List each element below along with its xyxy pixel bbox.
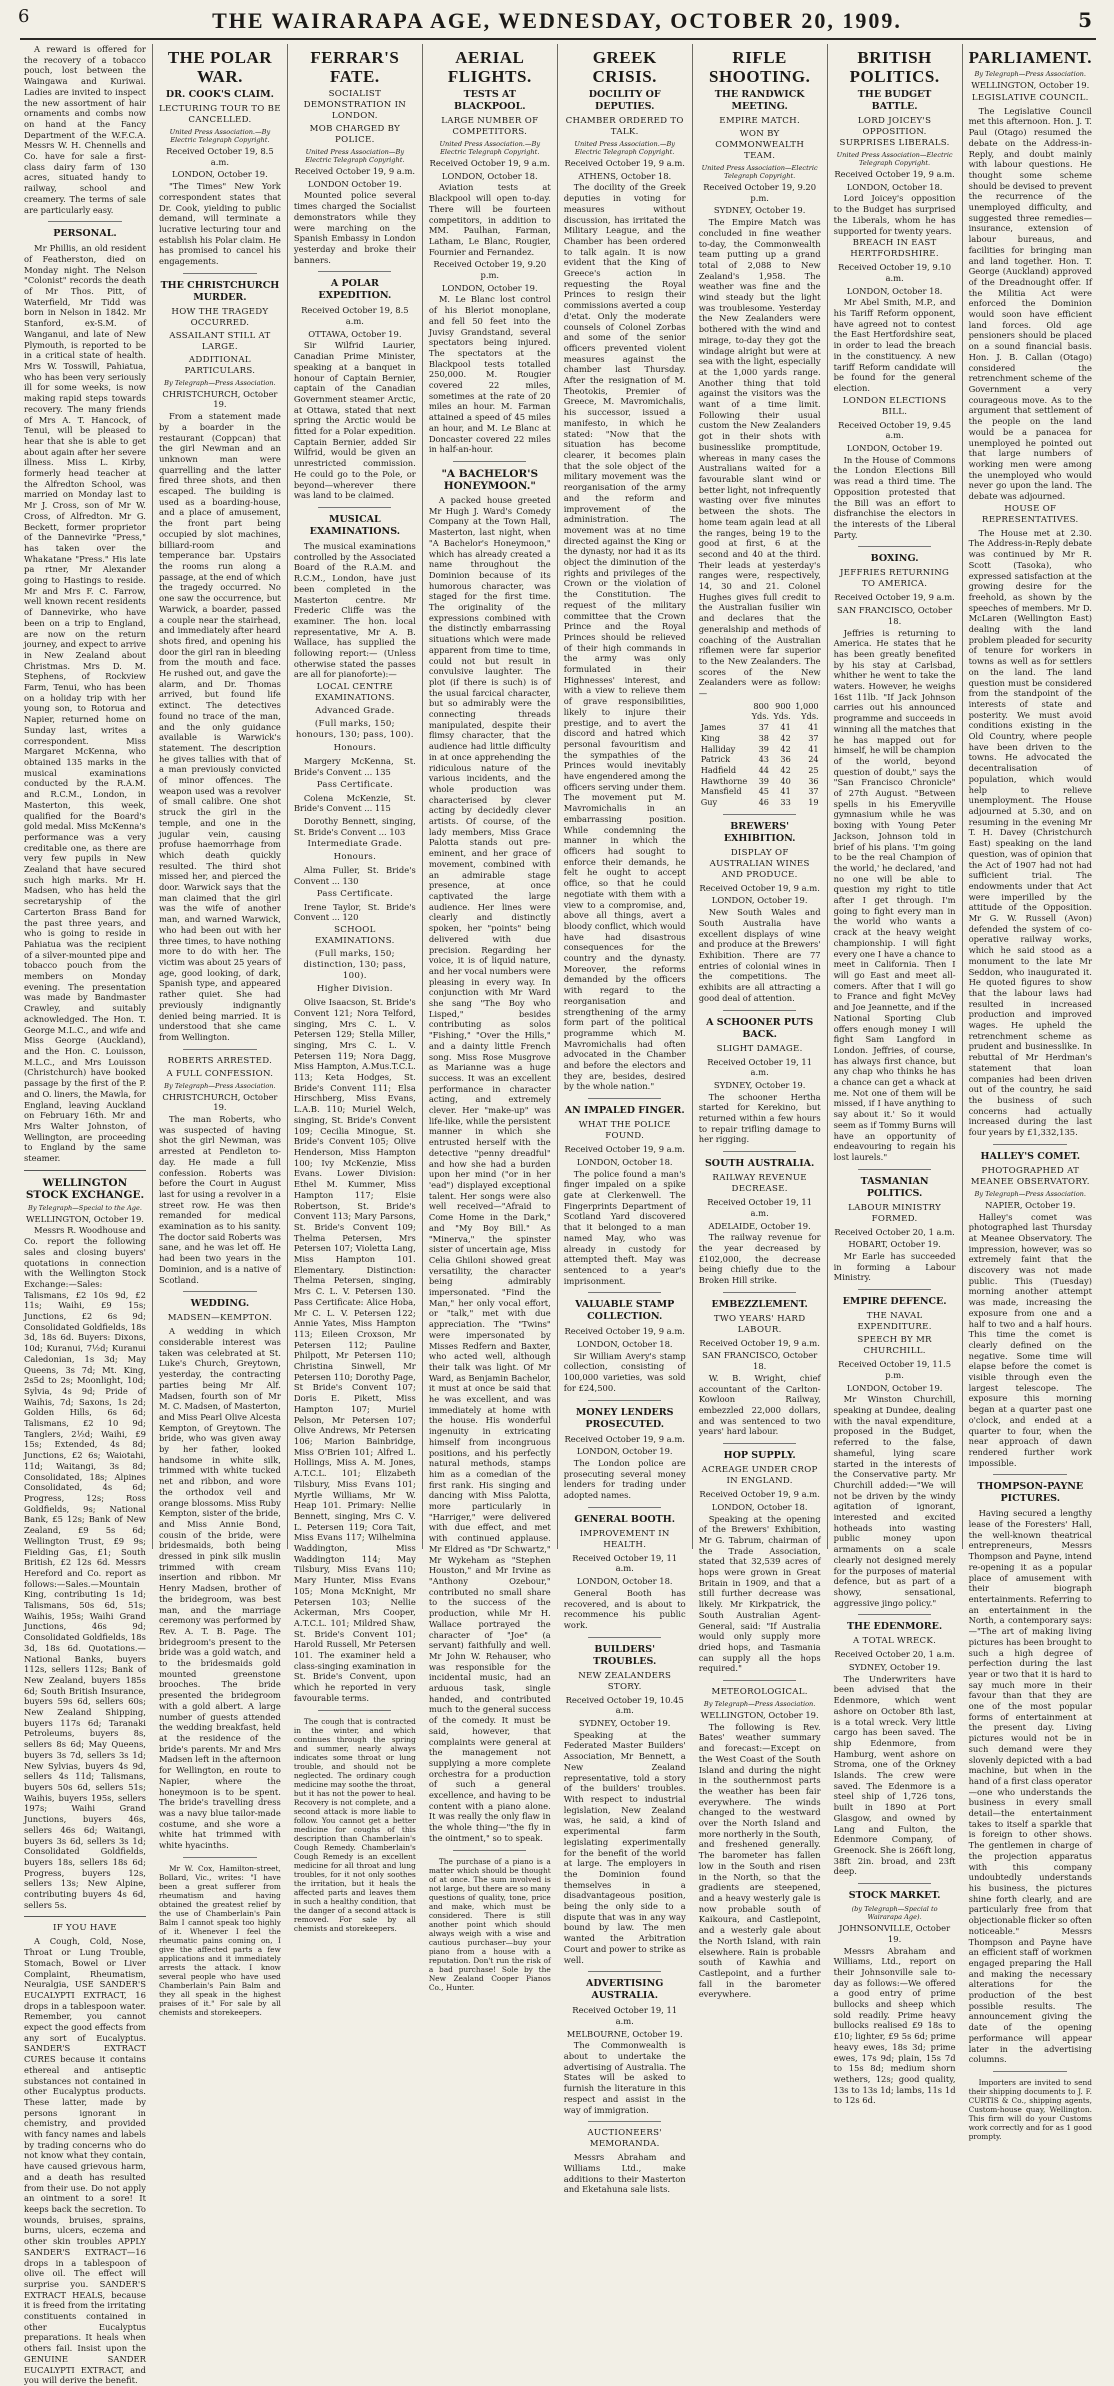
stamp-heading: VALUABLE STAMP COLLECTION. xyxy=(575,1299,675,1323)
table-cell: Hadfield xyxy=(700,764,737,775)
brewers-heading: BREWERS' EXHIBITION. xyxy=(723,820,796,844)
column-1 xyxy=(18,44,153,2386)
honeymoon-heading: "A BACHELOR'S HONEYMOON." xyxy=(441,467,539,492)
embezzle-sub: TWO YEARS' HARD LABOUR. xyxy=(713,1313,806,1335)
boxing-place: SAN FRANCISCO, October 18. xyxy=(837,605,953,626)
wedding-sub: MADSEN—KEMPTON. xyxy=(167,1313,273,1324)
table-header-row xyxy=(699,701,821,722)
column-5 xyxy=(558,44,693,2195)
table-row xyxy=(699,765,821,776)
edenmore-heading: THE EDENMORE. xyxy=(846,1621,943,1633)
tas-text: Mr Earle has succeeded in forming a Labour Ministry. xyxy=(833,1251,956,1283)
piano-ad: The purchase of a piano is a matter which should be thought of at once. The sum involved is not large, but there are so many questions of quality, tone, price and make, which must be considered. There is still another point which should always weigh with a wise and cautious purchaser—buy your piano from a house with a reputation. Don't run the risk of a bad purchase! Sole by the New Zealand Cooper Pianos Co., Hunter. xyxy=(428,1856,551,1992)
booth-sub: IMPROVEMENT IN HEALTH. xyxy=(579,1528,670,1550)
arrest-sub2: A FULL CONFESSION. xyxy=(166,1068,274,1079)
arrest-sub: ROBERTS ARRESTED. xyxy=(167,1055,273,1066)
advert-text: The Commonwealth is about to undertake the advertising of Australia. The States will be asked to furnish the literature in this respect and assist in the way of immigration. xyxy=(563,2040,686,2115)
murder-text: From a statement made by a boarder in the restaurant (Coppcan) that the girl Newman and an unknown man were quarrelling and the latter fired three shots, and then escaped. The building is used as a boarding-house, and a place of amusement, the front part being occupied by slot machines, billiard-room and temperance bar. Upstairs the rooms run along a passage, at the end of which the tragedy occurred. No one saw the occurrence, but Warwick, a boarder, passed a couple near the stairhead, and immediately after heard shots fired, and opening his door the girl ran in bleeding from the mouth and face. He rushed out, and gave the alarm, and Dr. Thomas arrived, but found life extinct. The detectives found no trace of the man, and the only guidance available is Warwick's statement. The description he gives tallies with that of a man previously convicted of minor offences. The weapon used was a revolver of small calibre. One shot struck the girl in the temple, and one in the jugular vein, causing profuse haemorrhage from which death quickly resulted. The third shot missed her, and pierced the door. Warwick says that the man claimed that the girl was the wife of another man, and warned Warwick, who had been out with her three times, to have nothing more to do with her. The victim was about 25 years of age, good looking, of dark, Spanish type, and appeared rather quiet. She had previously indignantly denied being married. It is understood that she came from Wellington. xyxy=(158,411,281,1042)
intermediate-grade: Intermediate Grade. xyxy=(307,839,403,850)
murder-sub3: ADDITIONAL PARTICULARS. xyxy=(184,354,256,376)
hop-text: Speaking at the opening of the Brewers' Exhibition, Mr G. Tabrum, chairman of the Trade Association, stated that 32,539 acres of hops were grown in Great Britain in 1909, and that a still further decrease was likely. Mr Kirkpatrick, the South Australian Agent-General, said: "If Australia would only supply more dried hops, and Tasmania can supply all the hops required." xyxy=(698,1513,821,1674)
advert-heading: ADVERTISING AUSTRALIA. xyxy=(586,1978,664,2002)
column-2 xyxy=(153,44,288,2017)
table-cell: Guy xyxy=(700,797,718,808)
rifle-sub2: EMPIRE MATCH. xyxy=(719,116,800,126)
stock-market-heading: STOCK MARKET. xyxy=(848,1890,941,1902)
elections-text: In the House of Commons the London Elections Bill was read a third time. The Opposition protested that the Bill was an effort to disfranchise the electors in the interests of the Liberal Party. xyxy=(833,454,956,540)
embezzle-date: Received October 19, 9 a.m. xyxy=(699,1337,820,1348)
brewers-date: Received October 19, 9 a.m. xyxy=(699,882,820,893)
table-cell: Patrick xyxy=(700,754,731,765)
ferrar-date: Received October 19, 9 a.m. xyxy=(294,166,416,176)
finger-text: The police found a man's finger impaled on a spike gate at Clerkenwell. The Fingerprints Department of Scotland Yard discovered that it belonged to a man named May, who was already in custody for attempted theft. May was sentenced to a year's imprisonment. xyxy=(563,1168,686,1286)
result-5: Irene Taylor, St. Bride's Convent ... 120 xyxy=(293,901,416,923)
scores-table xyxy=(699,701,821,808)
boxing-sub: JEFFRIES RETURNING TO AMERICA. xyxy=(839,568,950,590)
finger-place: LONDON, October 18. xyxy=(576,1156,673,1167)
house-reps-sub: HOUSE OF REPRESENTATIVES. xyxy=(981,503,1079,525)
table-cell: 42 xyxy=(780,764,791,775)
tas-sub: LABOUR MINISTRY FORMED. xyxy=(848,1202,942,1224)
table-cell: 37 xyxy=(808,732,819,743)
money-date: Received October 19, 9 a.m. xyxy=(564,1433,685,1444)
local-centre-sub: LOCAL CENTRE EXAMINATIONS. xyxy=(315,682,395,704)
embezzle-heading: EMBEZZLEMENT. xyxy=(711,1298,808,1310)
aerial-text-2: M. Le Blanc lost control of his Bleriot monoplane, and fell 50 feet into the Juvisy Grandstand, several spectators being injured. The spectators at the Blackpool tests totalled 250,000. M. Rougier covered 22 miles, sometimes at the rate of 20 miles an hour. M. Farman attained a speed of 45 miles an hour, and M. Le Blanc at Doncaster covered 22 miles in half-an-hour. xyxy=(428,294,551,455)
sa-text: The railway revenue for the year decreased by £102,000, the decrease being chiefly due to the Broken Hill strike. xyxy=(698,1232,821,1286)
result-1: Margery McKenna, St. Bride's Convent ... 135 xyxy=(293,756,416,777)
embezzle-place: SAN FRANCISCO, October 18. xyxy=(702,1350,818,1372)
table-cell: 45 xyxy=(758,786,770,797)
builders-sub: NEW ZEALANDERS STORY. xyxy=(578,1670,672,1692)
builders-place: SYDNEY, October 19. xyxy=(578,1718,671,1729)
table-cell: 39 xyxy=(758,775,770,786)
cough-ad: The cough that is contracted in the winter, and which continues through the spring and summer, nearly always indicates some throat or lung trouble, and should not be neglected. The ordinary cough medicine may soothe the throat, but it has not the power to heal. Recovery is not complete, and a second attack is more liable to follow. You cannot get a better medicine for coughs of this description than Chamberlain's Cough Remedy. Chamberlain's Cough Remedy is an excellent medicine for all throat and lung troubles, for it not only soothes the irritation, but it heals the affected parts and leaves them in such a healthy condition, that the danger of a second attack is removed. For sale by all chemists and storekeepers. xyxy=(293,1716,416,1933)
british-sub2: LORD JOICEY'S OPPOSITION. SURPRISES LIBERALS. xyxy=(839,116,950,148)
page-corner-mark: 6 xyxy=(18,6,30,27)
rifle-date: Received October 19, 9.20 p.m. xyxy=(703,182,817,203)
polar-place: LONDON, October 19. xyxy=(172,169,268,180)
builders-text: Speaking at the Federated Master Builders' Association, Mr Bennett, a New Zealand representative, told a story of the builders' troubles. With respect to industrial legislation, New Zealand was, he said, a kind of experimental farm legislating experimentally for the benefit of the world at large. The employers in the Dominion found themselves in a disadvantageous position, being the only side to a dispute that was in any way bound by law. The men wanted the Arbitration Court and power to strike as well. xyxy=(563,1729,686,1965)
greek-date: Received October 19, 9 a.m. xyxy=(564,158,685,168)
tas-date: Received October 20, 1 a.m. xyxy=(834,1226,955,1237)
stamp-place: LONDON, October 18. xyxy=(576,1339,673,1350)
stamp-text: Sir William Avery's stamp collection, consisting of 100,000 varieties, was sold for £24,500. xyxy=(563,1350,686,1393)
parliament-place: WELLINGTON, October 19. xyxy=(971,80,1090,90)
ad-heading: IF YOU HAVE xyxy=(53,1923,117,1934)
higher-division: Higher Division. xyxy=(316,984,393,995)
met-credit: By Telegraph—Press Association. xyxy=(703,1700,816,1709)
greek-sub2: CHAMBER ORDERED TO TALK. xyxy=(565,116,684,137)
boxing-text: Jeffries is returning to America. He states that he has been greatly benefited by his stay at Carlsbad, whither he went to take the waters. However, he weighs 16st 11lb. "If Jack Johnson carries out his announced programme and succeeds in winning all the matches that he has mapped out for himself, he will be champion of the world, beyond question of doubt," says the "San Francisco Chronicle" of 27th August. "Between spells in his Emeryville gymnasium while he was boxing with Young Peter Jackson, Johnson told in brief of his plans. 'I'm going to be the real Champion of the world,' he declared, 'and no one will be able to question my right to title after I get through. I'm going to fight every man in the world who wants a crack at the heavy weight championship. I will fight every one I have a chance to meet in California. Then I will go East and meet all-comers. After that I will go to France and fight McVey and Joe Jeannette, and if the National Sporting Club offers enough money I will fight Sam Langford in London. Jeffries, of course, has always first chance, but any chap who thinks he has a chance can get a whack at me. Not one of them will be missed, if I have anything to say about it.' So it would seem as if Tommy Burns will have an opportunity of endeavouring to regain his lost laurels." xyxy=(833,627,956,1162)
honours-label-2: Honours. xyxy=(333,852,377,863)
table-cell: Halliday xyxy=(700,743,736,754)
page-number: 5 xyxy=(1078,8,1092,32)
greek-headline: GREEK CRISIS. xyxy=(592,48,657,86)
table-cell: 40 xyxy=(780,775,791,786)
rifle-text: The Empire Match was concluded in fine weather to-day, the Commonwealth team putting up a grand total of 2,088 to New Zealand's 1,958. The weather was fine and the wind steady but the light was troublesome. Yesterday the New Zealanders were bothered with the wind and mirage, to-day they got the windage alright but were at sea with the light, especially at the 1,000 yards range. Another thing that told against the visitors was the want of a time limit. Following their usual custom the New Zealanders got in their shots with businesslike promptitude, whereas in many cases the Australians waited for a favourable slant wind or better light, not infrequently wasting over five minutes between the shots. The home team again lead at all the ranges, being 19 to the good at first, 6 at the second and 40 at the third. Their leads at yesterday's ranges were, respectively, 14, 30 and 21. Colonel Hughes gives full credit to the Australian fusilier win and declares that the generalship and methods of coaching of the Australian riflemen were far superior to the New Zealanders. The scores of the New Zealanders were as follow:— xyxy=(698,217,821,699)
table-row xyxy=(699,776,821,787)
finger-sub: WHAT THE POLICE FOUND. xyxy=(578,1120,671,1142)
british-date: Received October 19, 9 a.m. xyxy=(834,169,955,179)
arctic-heading: A POLAR EXPEDITION. xyxy=(318,278,392,302)
comet-heading: HALLEY'S COMET. xyxy=(980,1150,1081,1162)
aerial-date-2: Received October 19, 9.20 p.m. xyxy=(433,259,547,281)
aerial-text: Aviation tests at Blackpool will open to-day. There will be fourteen competitors, in addition to MM. Paulhan, Farman, Latham, Le Blanc, Rougier, Fournier and Fernandez. xyxy=(428,182,551,257)
ferrar-text: Mounted police several times charged the Socialist demonstrators while they were marching on the Spanish Embassy in London yesterday and broke their banners. xyxy=(293,190,416,265)
rifle-credit: United Press Association—Electric Telegraph Copyright. xyxy=(701,164,818,180)
table-cell: 42 xyxy=(780,743,791,754)
brewers-sub: DISPLAY OF AUSTRALIAN WINES AND PRODUCE. xyxy=(709,847,810,880)
elections-date: Received October 19, 9.45 a.m. xyxy=(838,419,952,441)
greek-sub: DOCILITY OF DEPUTIES. xyxy=(588,89,661,112)
honours-label: Honours. xyxy=(333,743,377,754)
musical-heading: MUSICAL EXAMINATIONS. xyxy=(309,513,401,537)
table-row xyxy=(699,744,821,755)
stock-market-text: Messrs Abraham and Williams, Ltd., report on their Johnsonville sale to-day as follows:—We offered a good entry of prime bullocks and sheep which sold readily. Prime heavy bullocks realised £9 18s to £10; lighter, £9 5s 6d; prime heavy ewes, 18s 3d; prime ewes, 17s 9d; plain, 15s 7d to 15s 8d; medium shorn wethers, 12s; good quality, 13s to 13s 1d; lambs, 11s 1d to 12s 6d. xyxy=(833,1945,956,2106)
british-place: LONDON, October 18. xyxy=(846,181,943,192)
table-header-cell: 800 Yds. xyxy=(751,700,770,722)
advert-place: MELBOURNE, October 19. xyxy=(566,2028,683,2039)
booth-text: General Booth has recovered, and is about to recommence his public work. xyxy=(563,1587,686,1630)
hop-date: Received October 19, 9 a.m. xyxy=(699,1489,820,1500)
schooner-place: SYDNEY, October 19. xyxy=(713,1079,806,1090)
table-cell: 41 xyxy=(808,743,819,754)
stamp-date: Received October 19, 9 a.m. xyxy=(564,1326,685,1337)
money-heading: MONEY LENDERS PROSECUTED. xyxy=(575,1406,674,1430)
legislative-council-text: The Legislative Council met this afternoon. Hon. J. T. Paul (Otago) resumed the debate on the Address-in-Reply, and doubt mainly with labour questions. He thought some scheme should be devised to prevent the recurrence of the unemployed difficulty, and suggested three remedies—insurance, extension of labour bureaus, and facilities for bringing man and land together. Hon. T. George (Auckland) approved of the Dreadnought offer. If the Militia Act were enforced the Dominion would soon have efficient land forces. Old age pensioners should be placed on a sound financial basis. Hon. J. B. Callan (Otago) considered the retrenchment scheme of the Government a very courageous move. As to the argument that settlement of the people on the land would be a panacea for unemployed he pointed out that large numbers of working men were among the unemployed who would never go upon the land. The debate was adjourned. xyxy=(968,105,1092,502)
edenmore-sub: A TOTAL WRECK. xyxy=(853,1636,937,1647)
table-cell: 41 xyxy=(780,786,791,797)
importers-notice: Importers are invited to send their shipping documents to J. F. CURTIS & Co., shipping agents, Custom-house quay, Wellington. This firm will do your Customs work correctly and for as 1 good prompty. xyxy=(968,2077,1092,2141)
british-headline: BRITISH POLITICS. xyxy=(849,48,940,86)
ferrar-sub: SOCIALIST DEMONSTRATION IN LONDON. xyxy=(303,89,407,121)
comet-sub: PHOTOGRAPHED AT MEANEE OBSERVATORY. xyxy=(970,1165,1090,1187)
murder-credit: By Telegraph—Press Association. xyxy=(164,378,276,387)
table-cell: 44 xyxy=(758,764,770,775)
comet-text: Halley's comet was photographed last Thursday at Meanee Observatory. The impression, however, was so extremely faint that the discovery was not made public. This (Tuesday) morning another attempt was made, increasing the exposure from one and a half to two and a half hours. This time the comet is clearly defined on the negative. Some time will elapse before the comet is visible through even the largest telescope. The exposure this morning began at a quarter past one o'clock, and ended at a quarter to four, when the near approach of dawn rendered further work impossible. xyxy=(968,1211,1092,1468)
breach-place: LONDON, October 18. xyxy=(846,285,943,296)
local-notes: A reward is offered for the recovery of a tobacco pouch, lost between the Waingawa and Kuriwai. Ladies are invited to inspect the new assortment of hair ornaments and combs now on hand at the Fancy Department of the W.F.C.A. Messrs W. H. Chennells and Co. have for sale a first-class dairy farm of 130 acres, situated handy to railway, school and creamery. The terms of sale are particularly easy. xyxy=(24,44,146,215)
comet-place: NAPIER, October 19. xyxy=(985,1199,1076,1210)
table-row xyxy=(699,786,821,797)
legislative-council-sub: LEGISLATIVE COUNCIL. xyxy=(971,92,1089,103)
pass-label-2: Pass Certificate. xyxy=(316,888,393,899)
aerial-credit: United Press Association.—By Electric Telegraph Copyright. xyxy=(439,140,541,156)
stock-text: Messrs R. Woodhouse and Co. report the following sales and closing buyers' quotations in connection with the Wellington Stock Exchange:—Sales: Talismans, £2 10s 9d, £2 11s; Waihi, £9 15s; Junctions, £2 6s 9d; Consolidated Goldfields, 18s 3d, 18s 6d. Buyers: Dixons, 10d; Kuranui, 7½d; Kuranui Caledonian, 1s 3d; May Queens, 3s 7d; Mt. King, 2s5d to 2s; Moonlight, 10d; Sylvia, 4s 9d; Pride of Waihis, 7d; Saxons, 1s 2d; Golden Hills, 6s 6d; Talismans, £2 10 9d; Tanglers, 2½d; Waihi, £9 15s; Extended, 4s 8d; Junctions, £2 6s; Waiotahi, 11d; Waitangi, 3s 8d; Consolidated, 18s; Alpines Consolidated, 4s 6d; Progress, 12s; Ross Goldfields, 9s; National Bank, £5 12s; Bank of New Zealand, £9 5s 6d; Wellington Trust, £9 9s; Fielding Gas, £1; South British, £2 12s 6d. Messrs Hereford and Co. report as follows:—Sales.—Mountain King, contributing 1s 1d; Talismans, 50s 6d, 51s; Waihis, 195s; Waihi Grand Junctions, 46s 9d; Consolidated Goldfields, 18s 3d, 18s 6d. Quotations.—National Banks, buyers 112s, sellers 112s; Bank of New Zealand, buyers 185s 6d; South British Insurance, buyers 59s 6d, sellers 60s; New Zealand Shipping, buyers 117s 6d; Taranaki Petroleums, buyers 8s, sellers 8s 6d; May Queens, buyers 3s 7d, sellers 3s 1d; New Sylvias, buyers 4s 9d, sellers 4s 11d; Talismans, buyers 50s 6d, sellers 51s; Waihis, buyers 195s, sellers 197s; Waihi Grand Junctions, buyers 46s, sellers 46s 6d; Waitangi, buyers 3s 6d, sellers 3s 1d; Consolidated Goldfields, buyers 18s, sellers 18s 6d; Progress, buyers 12s, sellers 13s; New Alpine, contributing buyers 4s 6d, sellers 5s. xyxy=(24,1225,146,1910)
rifle-headline: RIFLE SHOOTING. xyxy=(708,48,811,86)
advanced-marks: (Full marks, 150; honours, 130; pass, 100). xyxy=(295,719,414,741)
personal-text: Mr Phillis, an old resident of Featherston, died on Monday night. The Nelson "Colonist" records the death of Mr Thos. Pitt, of Waterfield, Mr Tidd was born in Nelson in 1842. Mr Stanford, ex-S.M. of Wanganui, and late of New Plymouth, is reported to be in a critical state of health. Mrs W. Tosswill, Pahiatua, who has been very seriously ill for some weeks, is now making rapid steps towards recovery. The many friends of Mrs A. T. Hancock, of Tenui, will be pleased to hear that she is able to get about again after her severe illness. Miss L. Kirby, formerly head teacher at the Alfredton School, was married on Monday last to Mr J. Cross, son of Mr W. Cross, of Alfredton. Mr G. Beckett, former proprietor of the Dannevirke "Press," has taken over the Whakatane "Press." His late pa rtner, Mr Alexander going to Hastings to reside. Mr and Mrs F. C. Farrow, well known recent residents of Dannevirke, who have been on a trip to England, are now on the return journey, and expect to arrive in New Zealand about Christmas. Mrs D. M. Stephens, of Rockview Farm, Tenui, who has been on a holiday trip with her young son, to Rotorua and Napier, returned home on Sunday last, writes a correspondent. Miss Margaret McKenna, who obtained 135 marks in the musical examinations conducted by the R.A.M. and R.C.M., London, in Masterton, this week, qualified for the Board's gold medal. Miss McKenna's performance was a very creditable one, as there are very few pupils in New Zealand that have secured such high marks. Mr H. Madsen, who has held the secretaryship of the Carterton Brass Band for the past three years, and who is going to reside in Pahiatua was the recipient of a silver-mounted pipe and tobacco pouch from the members on Monday evening. The presentation was made by Bandmaster Crawley, and suitably acknowledged. The Hon. T. George M.L.C., and wife and Miss George (Auckland), and the Hon. C. Louisson, M.L.C., and Mrs Louisson (Christchurch) have booked passage by the first of the P. and O. liners, the Mawla, for England, leaving Auckland on February 16th. Mr and Mrs Walter Johnston, of Wellington, are proceeding to England by the same steamer. xyxy=(24,243,146,1164)
result-4: Alma Fuller, St. Bride's Convent ... 130 xyxy=(293,865,416,887)
booth-place: LONDON, October 18. xyxy=(576,1576,673,1587)
table-cell: 24 xyxy=(808,754,819,765)
stock-market-place: JOHNSONVILLE, October 19. xyxy=(839,1923,951,1944)
breach-sub: BREACH IN EAST HERTFORDSHIRE. xyxy=(850,238,939,260)
table-cell: 42 xyxy=(780,732,791,743)
edenmore-date: Received October 20, 1 a.m. xyxy=(834,1649,955,1660)
column-8 xyxy=(963,44,1098,2141)
table-cell: 39 xyxy=(758,743,770,754)
honeymoon-text: A packed house greeted Mr Hugh J. Ward's Comedy Company at the Town Hall, Masterton, last night, when "A Bachelor's Honeymoon," which has already created a name throughout the Dominion because of its humorous character, was staged for the first time. The originality of the expressions combined with the distinctly embarrassing situations which were made apparent from time to time, could not but result in convulsive laughter. The plot (if there is such) is of the usual farcical character, but so admirably were the connecting threads manipulated, despite their flimsy character, that the audience had little difficulty in at once apprehending the ridiculous nature of the various incidents, and the whole production was characterised by clever acting by decidedly clever artists. Of course, of the lady members, Miss Grace Palotta stands out pre-eminent, and her grace of movement, combined with an admirable stage presence, at once captivated the large audience. Her lines were clearly and distinctly spoken, her "points" being delivered with due precision. Regarding her voice, it is of liquid nature, and her vocal numbers were pleasing in every way. In conjunction with Mr Ward she sang "The Boy who Lisped," besides contributing as solos "Fishing," "Over the Hills," and a dainty little French song. Miss Rose Musgrove as Marianne was a huge success. It was an excellent performance in character acting, and extremely clever. Her "make-up" was life-like, while the persistent manner in which she entrusted herself with the detective "penny dreadful" and how she had a burden upon her mind ("or in her 'ead") displayed exceptional talent. Her songs were also well received—"Afraid to Come Home in the Dark," and "My Boy Bill." As "Minerva," the spinster sister of uncertain age, Miss Celia Ghiloni showed great versatility, the character being admirably impersonated. "Find the Man," her only vocal effort, or "talk," met with due appreciation. The "Twins" were impersonated by Misses Redfern and Baxter, who acted well, although their talk was light. Of Mr Ward, as Benjamin Bachelor, it must at once be said that he was excellent, and was immediately at home with the house. His wonderful ingenuity in extricating himself from incongruous positions, and his perfectly natural methods, stamps him as a comedian of the first rank. His singing and dancing with Miss Palotta, more particularly in "Harriger," were delivered with due effect, and met with continued applause. Mr Eldred as "Dr Schwartz," Mr Wykeham as "Stephen Houston," and Mr Irvine as "Anthony Ozebour," contributed no small share to the success of the production, while Mr H. Wallace portrayed the character of "Joe" (a servant) faithfully and well. Mr John W. Rehauser, who was responsible for the incidental music, had an arduous task, single handed, and contributed much to the general success of the comedy. It must be said, however, that complaints were general at the management not supplying a more complete orchestra for a production of such a general excellence, and having to be content with a piano alone. It was really the only flaw in the whole thing—"the fly in the ointment," so to speak. xyxy=(428,494,551,1843)
empire-date: Received October 19, 11.5 p.m. xyxy=(838,1359,952,1380)
advert-date: Received October 19, 11 a.m. xyxy=(572,2005,678,2026)
greek-credit: United Press Association.—By Electric Telegraph Copyright. xyxy=(574,140,676,156)
sa-heading: SOUTH AUSTRALIA. xyxy=(704,1158,815,1170)
thompson-payne-heading: THOMPSON-PAYNE PICTURES. xyxy=(977,1481,1084,1505)
schooner-date: Received October 19, 11 a.m. xyxy=(707,1056,813,1078)
table-cell: James xyxy=(700,722,726,733)
schooner-sub: SLIGHT DAMAGE. xyxy=(716,1043,803,1054)
british-credit: United Press Association—Electric Telegraph Copyright. xyxy=(836,151,953,167)
builders-date: Received October 19, 10.45 a.m. xyxy=(565,1694,684,1716)
musical-text: The musical examinations controlled by the Associated Board of the R.A.M. and R.C.M., London, have just been completed in the Masterton centre. Mr Frederic Cliffe was the examiner. The hon. local representative, Mr A. B. Wallace, has supplied the following report:— (Unless otherwise stated the passes are all for pianoforte):— xyxy=(293,540,416,680)
aerial-date: Received October 19, 9 a.m. xyxy=(429,158,551,168)
murder-heading: THE CHRISTCHURCH MURDER. xyxy=(160,279,280,303)
arrest-place: CHRISTCHURCH, October 19. xyxy=(162,1091,278,1113)
columns xyxy=(18,44,1098,2386)
polar-war-headline: THE POLAR WAR. xyxy=(167,48,272,86)
rifle-sub: THE RANDWICK MEETING. xyxy=(714,89,805,112)
advanced-grade: Advanced Grade. xyxy=(315,706,395,717)
murder-place: CHRISTCHURCH, October 19. xyxy=(162,388,278,410)
table-header-cell xyxy=(699,701,750,722)
ferrar-sub2: MOB CHARGED BY POLICE. xyxy=(309,124,401,145)
polar-sub: DR. COOK'S CLAIM. xyxy=(165,89,274,100)
brewers-text: New South Wales and South Australia have excellent displays of wine and produce at the Brewers' Exhibition. There are 77 entries of colonial wines in the competitions. The exhibits are all attracting a good deal of attention. xyxy=(698,907,821,1003)
schooner-text: The schooner Hertha started for Kerekino, but returned within a few hours to repair trifling damage to her rigging. xyxy=(698,1091,821,1145)
table-cell: 25 xyxy=(808,764,819,775)
empire-text: Mr Winston Churchill, speaking at Dundee, dealing with the naval expenditure, proposed in the Budget, referred to the false, shameful, lying scare started in the interests of the Conservative party. Mr Churchill added:—"We will not be driven by the windy agitation of ignorant, interested and excited hotheads into wasting public money upon armaments on a scale clearly not designed merely for the purposes of material defence, but as part of a showy, sensational, aggressive jingo policy." xyxy=(833,1394,956,1608)
money-place: LONDON, October 19. xyxy=(576,1446,673,1457)
table-header-cell: 900 Yds. xyxy=(773,700,791,722)
column-3 xyxy=(288,44,423,1933)
met-text: The following is Rev. Bates' weather summary and forecast:—Except on the West Coast of the South Island and during the night in the southernmost parts the weather has been fair everywhere. The winds changed to the westward over the North Island and more northerly in the South, and freshened generally. The barometer has fallen low in the South and risen in the North, so that the gradients are steepened, and a heavy westerly gale is now probable south of Kaikoura, and Castlepoint, and a westerly gale about the North Island, with rain elsewhere. Rain is probable south of Kawhia and Castlepoint, and a further fall in the barometer everywhere. xyxy=(698,1721,821,2000)
table-row xyxy=(699,733,821,744)
hop-sub: ACREAGE UNDER CROP IN ENGLAND. xyxy=(701,1465,818,1487)
arctic-date: Received October 19, 8.5 a.m. xyxy=(301,305,409,327)
table-cell: 41 xyxy=(780,722,791,733)
newspaper-title: THE WAIRARAPA AGE, WEDNESDAY, OCTOBER 20, 1909. xyxy=(212,8,902,33)
sa-date: Received October 19, 11 a.m. xyxy=(707,1197,813,1218)
wedding-heading: WEDDING. xyxy=(190,1298,250,1310)
embezzle-text: W. B. Wright, chief accountant of the Carlton-Kowloon Railway, embezzled 22,000 dollars, and was sentenced to two years' hard labour. xyxy=(698,1372,821,1437)
stock-place: WELLINGTON, October 19. xyxy=(25,1213,144,1224)
auction-text: Messrs Abraham and Williams Ltd., make additions to their Masterton and Eketahuna sale lists. xyxy=(563,2152,686,2195)
polar-date: Received October 19, 8.5 a.m. xyxy=(166,146,274,167)
parliament-headline: PARLIAMENT. xyxy=(968,48,1092,67)
results-list: Olive Isaacson, St. Bride's Convent 121; Nora Telford, singing, Mrs C. L. V. Petersen 129; Stella Miller, singing, Mrs C. L. V. Petersen 119; Nora Dagg, Miss Hampton, A.Mus.T.C.L. 113; Keta Hodges, St. Bride's Convent 111; Elsa Hirschberg, Miss Evans, L.A.B. 110; Muriel Welch, singing, St. Bride's Convent 109; Cecilia Minogue, St. Bride's Convent 105; Olive Henderson, Miss Hampton 100; Ivy McKenzie, Miss Evans. Lower Division: Ethel M. Kummer, Miss Hampton 117; Elsie Robertson, St. Bride's Convent 113; Mary Parsons, St. Bride's Convent 109; Thelma Petersen, Mrs Petersen 107; Violetta Lang, Miss Hampton 101. Elementary. Distinction: Thelma Petersen, singing, Mrs C. L. V. Petersen 130. Pass Certificate: Alice Hoba, Mr C. L. V. Petersen 122; Annie Yates, Miss Hampton 113; Eileen Croxson, Mr Petersen 112; Pauline Philpott, Mr Petersen 110; Christina Sinwell, Mr Petersen 110; Dorothy Page, St Bride's Convent 107; Doris E. Pikett, Miss Hampton 107; Muriel Pelson, Mr Petersen 107; Olive Andrews, Mr Petersen 106; Marion Bainbridge, Miss O'Brien 101; Alfred L. Hollings, Miss A. M. Jones, A.T.C.L. 101; Elizabeth Tilsbury, Miss Evans 101; Myrtle Williams, Mr W. Heap 101. Primary: Nellie Bennett, singing, Mrs C. V. L. Petersen 119; Cora Tait, Miss Evans 117; Wilhelmina Waddington, Miss Waddington 114; May Tilsbury, Miss Evans 110; Mary Hunter, Miss Evans 105; Mona McKnight, Mr Petersen 103; Nellie Ackerman, Mrs Cooper, A.T.C.L. 101; Mildred Shaw, St. Bride's Convent 101; Harold Russell, Mr Petersen 101. The examiner held a class-singing examination in St. Bride's Convent, upon which he reported in very favourable terms. xyxy=(293,997,416,1703)
tas-heading: TASMANIAN POLITICS. xyxy=(860,1175,929,1199)
table-cell: 33 xyxy=(780,797,791,808)
stock-exchange-heading: WELLINGTON STOCK EXCHANGE. xyxy=(25,1176,145,1201)
breach-date: Received October 19, 9.10 a.m. xyxy=(838,262,952,283)
arctic-place: OTTAWA, October 19. xyxy=(308,328,402,339)
table-cell: 36 xyxy=(780,754,791,765)
builders-heading: BUILDERS' TROUBLES. xyxy=(593,1643,657,1667)
masthead-rule xyxy=(20,38,1096,40)
table-cell: 41 xyxy=(808,722,819,733)
comet-credit: By Telegraph—Press Association. xyxy=(974,1189,1087,1198)
sa-place: ADELAIDE, October 19. xyxy=(708,1220,811,1231)
brewers-place: LONDON, October 19. xyxy=(711,895,808,906)
pass-cert-label: Pass Certificate. xyxy=(316,779,393,790)
sa-sub: RAILWAY REVENUE DECREASE. xyxy=(712,1173,807,1195)
table-cell: 37 xyxy=(808,786,819,797)
testimonial-text: Mr W. Cox, Hamilton-street, Bollard, Vic., writes: "I have been a great sufferer from rheumatism and having obtained the greatest relief by the use of Chamberlain's Pain Balm I cannot speak too highly of it. Whenever I feel the rheumatic pains coming on, I give the affected parts a few applications and it immediately arrests the attack. I know several people who have used Chamberlain's Pain Balm and they all speak in the highest praises of it." For sale by all chemists and storekeepers. xyxy=(158,1863,281,2017)
table-row xyxy=(699,722,821,733)
personal-heading: PERSONAL. xyxy=(53,228,117,240)
column-6 xyxy=(693,44,828,2000)
tas-place: HOBART, October 19. xyxy=(848,1239,941,1250)
aerial-place: LONDON, October 18. xyxy=(441,170,538,181)
parliament-credit: By Telegraph—Press Association. xyxy=(974,70,1087,78)
finger-heading: AN IMPALED FINGER. xyxy=(564,1105,685,1117)
aerial-sub2: LARGE NUMBER OF COMPETITORS. xyxy=(441,116,539,137)
table-cell: King xyxy=(700,732,720,743)
edenmore-text: The Underwriters have been advised that the Edenmore, which went ashore on October 8th last, is a total wreck. Very little cargo has been saved. The ship Edenmore, from Hamburg, went ashore on Stroma, one of the Orkney Islands. The crew were saved. The Edenmore is a steel ship of 1,726 tons, built in 1890 at Port Glasgow, and owned by Lang and Fulton, the Edenmore Company, of Greenock. She is 266ft long, 38ft 2in. broad, and 23ft deep. xyxy=(833,1673,956,1877)
aerial-headline: AERIAL FLIGHTS. xyxy=(447,48,532,86)
arrest-text: The man Roberts, who was suspected of having shot the girl Newman, was arrested at Pendleton to-day. He made a full confession. Roberts was before the Court in August last for using a revolver in a street row. He was then remanded for medical examination as to his sanity. The doctor said Roberts was sane, and he was let off. He had been two years in the Dominion, and is a native of Scotland. xyxy=(158,1114,281,1285)
table-cell: 19 xyxy=(808,797,819,808)
polar-sub2: LECTURING TOUR TO BE CANCELLED. xyxy=(158,104,281,125)
ad-text: A Cough, Cold, Nose, Throat or Lung Trouble, Stomach, Bowel or Liver Complaint, Rheumatism, Neuralgia, USE SANDER'S EUCALYPTI EXTRACT, 16 drops in a tablespoon water. Remember, you cannot expect the good effects from any sort of Eucalyptus. SANDER'S EXTRACT CURES because it contains ethereal and antiseptic substances not contained in other Eucalyptus products. These latter, made by persons ignorant in chemistry, and provided with fancy names and labels by trading concerns who do not know what they contain, have caused grievous harm, and a death has resulted from their use. Do not apply an ointment to a sore! It keeps back the secretion. To wounds, bruises, sprains, burns, ulcers, eczema and other skin troubles APPLY SANDER'S EXTRACT—16 drops in a tablespoon of olive oil. The effect will surprise you. SANDER'S EXTRACT HEALS, because it is freed from the irritating constituents contained in other Eucalyptus preparations. It heals when others fail. Insist upon the GENUINE SANDER EUCALYPTI EXTRACT, and you will derive the benefit. xyxy=(24,1936,146,2386)
wedding-text: A wedding in which considerable interest was taken was celebrated at St. Luke's Church, Greytown, yesterday, the contracting parties being Mr Alf. Madsen, fourth son of Mr M. C. Madsen, of Masterton, and Miss Pearl Olive Alcesta Kempton, of Greytown. The bride, who was given away by her father, looked handsome in white silk, trimmed with white tucked net and ribbon, and wore the orthodox veil and orange blossoms. Miss Ruby Kempton, sister of the bride, and Miss Annie Bond, cousin of the bride, were bridesmaids, both being dressed in pink silk muslin trimmed with cream insertion and ribbon. Mr Henry Madsen, brother of the bridegroom, was best man, and the marriage ceremony was performed by Rev. A. T. B. Page. The bridegroom's present to the bride was a gold watch, and to the bridesmaids gold mounted greenstone brooches. The bride presented the bridegroom with a gold albert. A large number of guests attended the wedding breakfast, held at the residence of the bride's parents. Mr and Mrs Madsen left in the afternoon for Wellington, en route to Napier, where the honeymoon is to be spent. The bride's travelling dress was a navy blue tailor-made costume, and she wore a white hat trimmed with white hyacinths. xyxy=(158,1326,281,1851)
table-row xyxy=(699,754,821,765)
ferrar-headline: FERRAR'S FATE. xyxy=(310,48,400,86)
greek-text: The docility of the Greek deputies in voting for measures without discussion, has irritated the Military League, and the Chamber has been ordered to talk again. It is now evident that the King of Greece's action in requesting the Royal Princes to resign their commissions averted a coup d'etat. Only the moderate counsels of Colonel Zorbas and some of the senior officers prevented violent measures against the chamber last Thursday. After the resignation of M. Theotokis, Premier of Greece, M. Mavromichalis, his successor, issued a manifesto, in which he stated: "Now that the situation has become clearer, it becomes plain that the sole object of the military movement was the reorganisation of the army and the reform and improvement of the administration. The movement was at no time directed against the King or the dynasty, nor had it as its object the diminution of the rights and privileges of the Crown or the violation of the Constitution. The request of the military committee that the Crown Prince and the Royal Princes should be relieved of their high commands in the army was only formulated in their Highnesses' interest, and with a view to relieve them of grave responsibilities, likely to injure their prestige, and to avert the discord and hatred which personal favouritism and the sympathies of the Princes would inevitably have engendered among the officers serving under them. The movement put M. Mavromichalis in an embarrassing position. While condemning the manner in which the officers had sought to enforce their demands, he felt he ought to accept office, so that he could negotiate with them with a view to a compromise, and, above all things, avert a bloody conflict, which would have had disastrous consequences for the country and the dynasty. Moreover, the reforms demanded by the officers with regard to the reorganisation and strengthening of the army form part of the political programme which M. Mavromichalis had often advocated in the Chamber and before the electors and they are, besides, desired by the whole nation." xyxy=(563,182,686,1092)
edenmore-place: SYDNEY, October 19. xyxy=(848,1662,941,1673)
greek-place: ATHENS, October 18. xyxy=(578,170,672,181)
murder-sub: HOW THE TRAGEDY OCCURRED. xyxy=(171,306,269,328)
result-2: Colena McKenzie, St. Bride's Convent ... 115 xyxy=(293,792,416,814)
empire-sub2: SPEECH BY MR CHURCHILL. xyxy=(857,1335,932,1357)
hop-heading: HOP SUPPLY. xyxy=(723,1450,796,1462)
table-cell: Mansfield xyxy=(700,786,742,797)
school-exams: SCHOOL EXAMINATIONS. xyxy=(315,925,395,947)
stock-credit: By Telegraph—Special to the Age. xyxy=(27,1203,142,1212)
table-cell: 38 xyxy=(758,732,770,743)
table-header-cell: 1,000 Yds. xyxy=(795,700,819,722)
column-4 xyxy=(423,44,558,1992)
empire-sub: THE NAVAL EXPENDITURE. xyxy=(857,1311,932,1333)
booth-heading: GENERAL BOOTH. xyxy=(574,1513,676,1525)
hop-place: LONDON, October 18. xyxy=(711,1501,808,1512)
met-heading: METEOROLOGICAL. xyxy=(711,1687,808,1698)
empire-place: LONDON, October 19. xyxy=(846,1382,943,1393)
column-7 xyxy=(828,44,963,2106)
ferrar-place: LONDON October 19. xyxy=(308,178,402,189)
aerial-sub: TESTS AT BLACKPOOL. xyxy=(453,89,526,112)
table-cell: 46 xyxy=(758,797,770,808)
table-row xyxy=(699,797,821,808)
british-sub: THE BUDGET BATTLE. xyxy=(857,89,932,112)
empire-heading: EMPIRE DEFENCE. xyxy=(842,1296,947,1308)
met-place: WELLINGTON, October 19. xyxy=(700,1710,819,1721)
british-text: Lord Joicey's opposition to the Budget has surprised the Liberals, whom he has supported for twenty years. xyxy=(833,193,956,236)
arrest-credit: By Telegraph—Press Association. xyxy=(164,1081,276,1090)
elections-place: LONDON, October 19. xyxy=(846,443,943,454)
polar-credit: United Press Association.—By Electric Telegraph Copyright. xyxy=(169,128,271,144)
masthead xyxy=(0,0,1114,40)
table-cell: 36 xyxy=(808,775,819,786)
money-text: The London police are prosecuting several money lenders for trading under adopted names. xyxy=(563,1457,686,1501)
table-cell: 37 xyxy=(758,722,770,733)
schooner-heading: A SCHOONER PUTS BACK. xyxy=(706,1016,814,1040)
ferrar-credit: United Press Association—By Electric Telegraph Copyright. xyxy=(305,148,405,164)
breach-text: Mr Abel Smith, M.P., and his Tariff Reform opponent, have agreed not to contest the East Hertfordshire seat, in order to lead the breach in the constituency. A new tariff Reform candidate will be found for the general election. xyxy=(833,297,956,393)
aerial-place-2: LONDON, October 19. xyxy=(441,282,538,293)
booth-date: Received October 19, 11 a.m. xyxy=(572,1552,678,1574)
boxing-date: Received October 19, 9 a.m. xyxy=(834,592,955,603)
stock-market-credit: (by Telegraph—Special to Wairarapa Age). xyxy=(851,1905,938,1922)
polar-text: "The Times" New York correspondent states that Dr. Cook, yielding to public demand, will terminate a lucrative lecturing tour and establish his Polar claim. He has promised to cancel his engagements. xyxy=(158,181,281,267)
school-marks: (Full marks, 150; distinction, 130; pass, 100). xyxy=(303,949,407,982)
auction-heading: AUCTIONEERS' MEMORANDA. xyxy=(587,2128,663,2150)
rifle-sub3: WON BY COMMONWEALTH TEAM. xyxy=(715,129,805,161)
table-cell: 43 xyxy=(758,754,770,765)
elections-sub: LONDON ELECTIONS BILL. xyxy=(842,395,947,417)
thompson-payne-text: Having secured a lengthy lease of the Foresters' Hall, the well-known theatrical entrepreneurs, Messrs Thompson and Payne, intend re-opening it as a popular place of amusement with their biograph entertainments. Referring to an entertainment in the North, a contemporary says:—"The art of making living pictures has been brought to such a high degree of perfection during the last year or two that it is hard to say much more in their favour than that they are one of the most popular forms of entertainment at the present day. Living pictures would not be in such demand were they slovenly depicted with a bad machine, but when in the hand of a first class operator—one who understands the business in every small detail—the entertainment takes to itself a sparkle that is foreign to other shows. The gentlemen in charge of the projection apparatus with this company undoubtedly understands his business, the pictures shine forth clearly, and are particularly free from that objectionable flicker so often noticeable." Messrs Thompson and Payne have an efficient staff of workmen engaged preparing the Hall and making the necessary alterations for the production of the best possible results. The announcement giving the date of the opening performance will appear later in the advertising columns. xyxy=(968,1508,1092,2065)
finger-date: Received October 19, 9 a.m. xyxy=(564,1144,685,1155)
boxing-heading: BOXING. xyxy=(870,553,919,565)
result-3: Dorothy Bennett, singing, St. Bride's Convent ... 103 xyxy=(293,815,416,837)
murder-sub2: ASSAILANT STILL AT LARGE. xyxy=(169,330,271,352)
rifle-place: SYDNEY, October 19. xyxy=(713,205,806,216)
arctic-text: Sir Wilfrid Laurier, Canadian Prime Minister, speaking at a banquet in honour of Captain Bernier, captain of the Canadian Government steamer Arctic, at Ottawa, stated that next spring the Arctic would be fitted for a Polar expedition. Captain Bernier, added Sir Wilfrid, would be given an unrestricted commission. He could go to the Pole, or beyond—wherever there was land to be claimed. xyxy=(293,340,416,501)
house-reps-text: The House met at 2.30. The Address-in-Reply debate was continued by Mr R. Scott (Tasoka), who expressed satisfaction at the growing desire for the freehold, as shown by the speeches of members. Mr D. McLaren (Wellington East) dealing with the land problem pleaded for security of tenure for workers in towns as well as for settlers on the land. The land question must be considered from the standpoint of the interests of state and posterity. We must avoid conditions existing in the Old Country, where people have been driven to the towns. He advocated the decentralisation of population, which would help to relieve unemployment. The House adjourned at 5.30, and on resuming in the evening Mr T. H. Davey (Christchurch East) speaking on the land question, was of opinion that the Act of 1907 had not had sufficient trial. The endowments under that Act were imperilled by the attitude of the Opposition. Mr G. W. Russell (Avon) defended the system of co-operative railway works, which he said stood as a monument to the late Mr Seddon, who inaugurated it. He quoted figures to show that the labour laws had resulted in increased production and improved wages. He upheld the retrenchment scheme as prudent and businesslike. In rebuttal of Mr Herdman's statement that loan companies had been driven out of the country, he said the business of such concerns had actually increased during the last four years by £1,332,135. xyxy=(968,527,1092,1138)
table-cell: Hawthorne xyxy=(700,775,748,786)
